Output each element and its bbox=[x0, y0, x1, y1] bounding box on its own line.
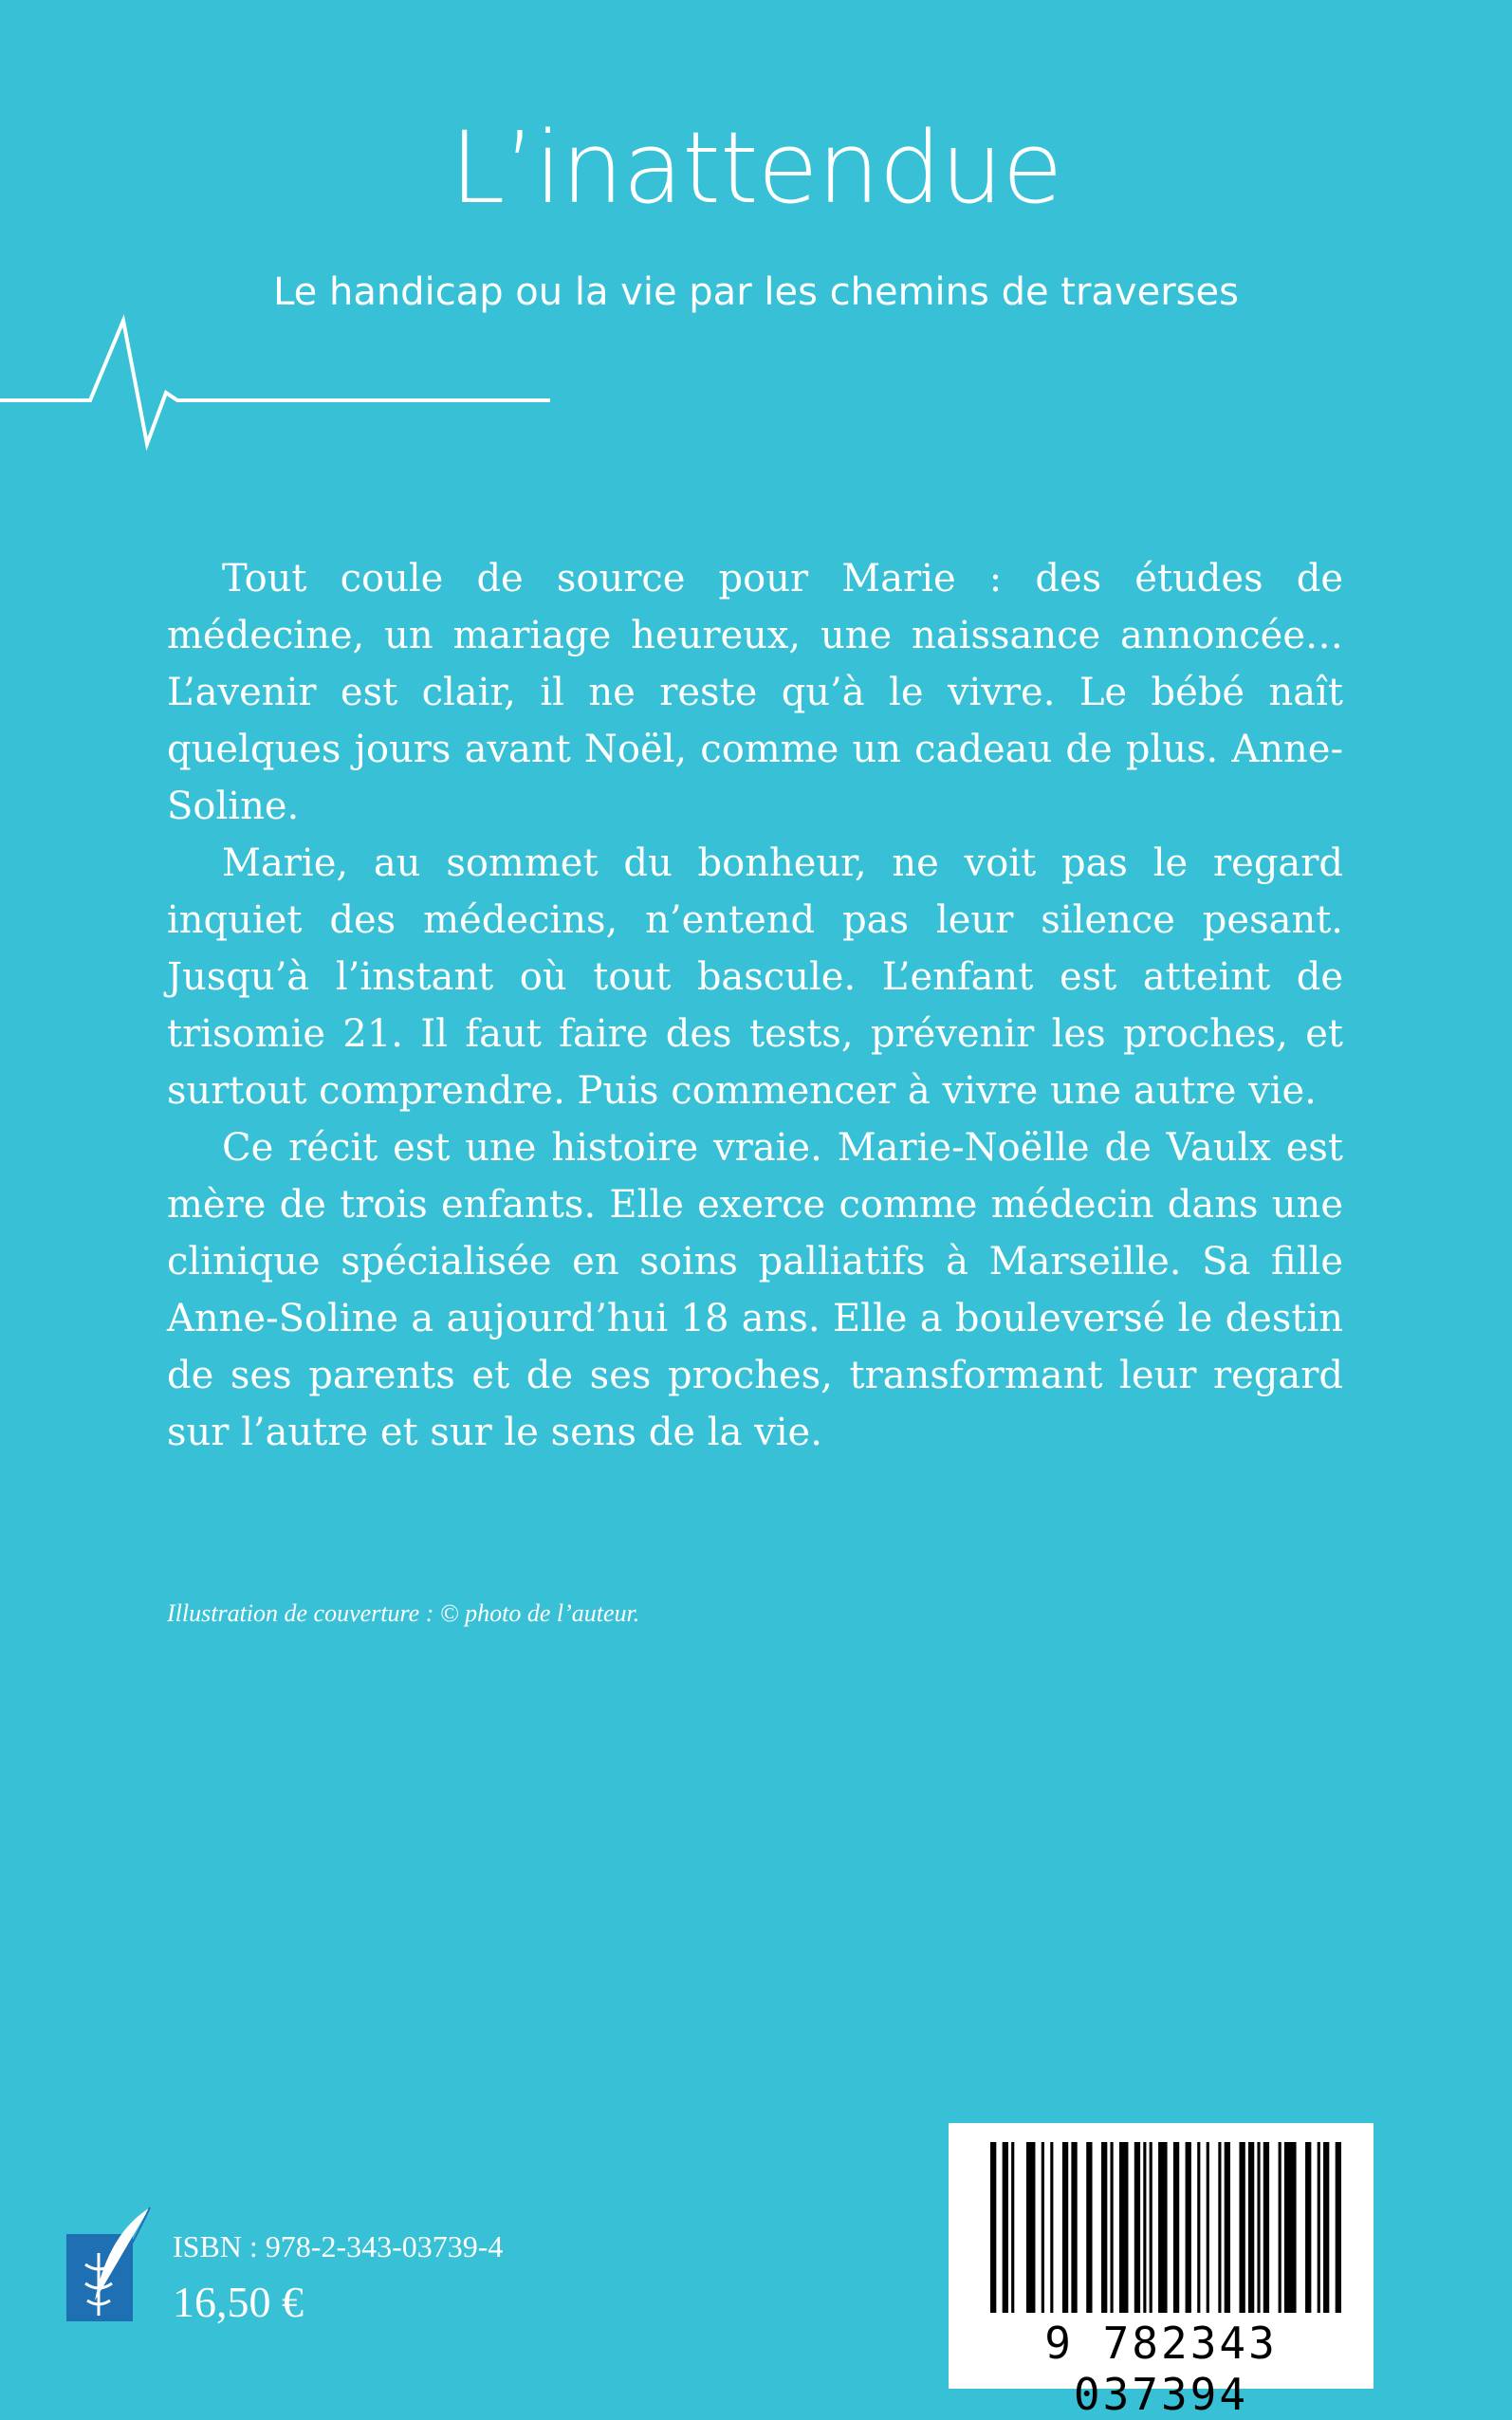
isbn: ISBN : 978-2-343-03739-4 bbox=[173, 2229, 504, 2263]
barcode-bar bbox=[1050, 2142, 1053, 2313]
barcode-bar bbox=[1011, 2142, 1014, 2313]
barcode-bar bbox=[1239, 2142, 1245, 2313]
barcode-bar bbox=[1225, 2142, 1230, 2313]
barcode-bar bbox=[1042, 2142, 1044, 2313]
barcode-bar bbox=[1284, 2142, 1297, 2313]
barcode-bar bbox=[1318, 2142, 1320, 2313]
cover-credit: Illustration de couverture : © photo de l’auteur. bbox=[167, 1599, 640, 1627]
barcode-bar bbox=[1336, 2142, 1341, 2313]
barcode-bar bbox=[1279, 2142, 1282, 2313]
barcode-bar bbox=[1101, 2142, 1107, 2313]
book-title: L’inattendue bbox=[450, 110, 1062, 226]
blurb-paragraph: Marie, au sommet du bonheur, ne voit pas le regard inquiet des médecins, n’entend pas leur silence pesant. Jusqu’à l’instant où tout bascule. L’enfant est atteint de trisomie 21. Il faut faire des tests, prévenir les proches, et surtout comprendre. Puis commencer à vivre une autre vie. bbox=[167, 841, 1343, 1113]
barcode-bar bbox=[1150, 2142, 1152, 2313]
barcode-bar bbox=[1173, 2142, 1179, 2313]
barcode-bar bbox=[1158, 2142, 1167, 2313]
barcode-bar bbox=[1186, 2142, 1191, 2313]
barcode-bar bbox=[1026, 2142, 1035, 2313]
barcode-bar bbox=[1207, 2142, 1209, 2313]
blurb bbox=[167, 550, 1343, 1461]
barcode-bar bbox=[1218, 2142, 1221, 2313]
barcode-bar bbox=[1197, 2142, 1200, 2313]
barcode-bars bbox=[990, 2142, 1341, 2313]
barcode-bar bbox=[1071, 2142, 1077, 2313]
barcode-digits: 9 782343 037394 bbox=[1044, 2318, 1278, 2420]
barcode-bar bbox=[1305, 2142, 1311, 2313]
barcode-bar bbox=[1111, 2142, 1114, 2313]
barcode-bar bbox=[1248, 2142, 1254, 2313]
barcode bbox=[949, 2123, 1374, 2420]
barcode-bar bbox=[1263, 2142, 1269, 2313]
barcode-bar bbox=[1062, 2142, 1068, 2313]
blurb-paragraph: Tout coule de source pour Marie : des études de médecine, un mariage heureux, une naissance annoncée… L’avenir est clair, il ne reste qu’à le vivre. Le bébé naît quelques jours avant Noël, comme un cadeau de plus. Anne-Soline. bbox=[167, 557, 1343, 828]
barcode-bar bbox=[1257, 2142, 1260, 2313]
publisher-logo-icon bbox=[66, 2206, 154, 2321]
blurb-paragraph: Ce récit est une histoire vraie. Marie-Noëlle de Vaulx est mère de trois enfants. Elle exerce comme médecin dans une clinique spécialisée en soins palliatifs à Marseille. Sa fille Anne-Soline a aujourd’hui 18 ans. Elle a bouleversé le destin de ses parents et de ses proches, transformant leur regard sur l’autre et sur le sens de la vie. bbox=[167, 1126, 1343, 1454]
book-subtitle: Le handicap ou la vie par les chemins de traverses bbox=[273, 270, 1239, 314]
barcode-bar bbox=[1086, 2142, 1092, 2313]
barcode-bar bbox=[1323, 2142, 1329, 2313]
price: 16,50 € bbox=[173, 2278, 304, 2326]
barcode-bar bbox=[990, 2142, 996, 2313]
barcode-bar bbox=[1003, 2142, 1008, 2313]
barcode-bar bbox=[1134, 2142, 1140, 2313]
barcode-bar bbox=[1143, 2142, 1146, 2313]
barcode-bar bbox=[1119, 2142, 1128, 2313]
heartbeat-line-icon bbox=[0, 313, 560, 455]
